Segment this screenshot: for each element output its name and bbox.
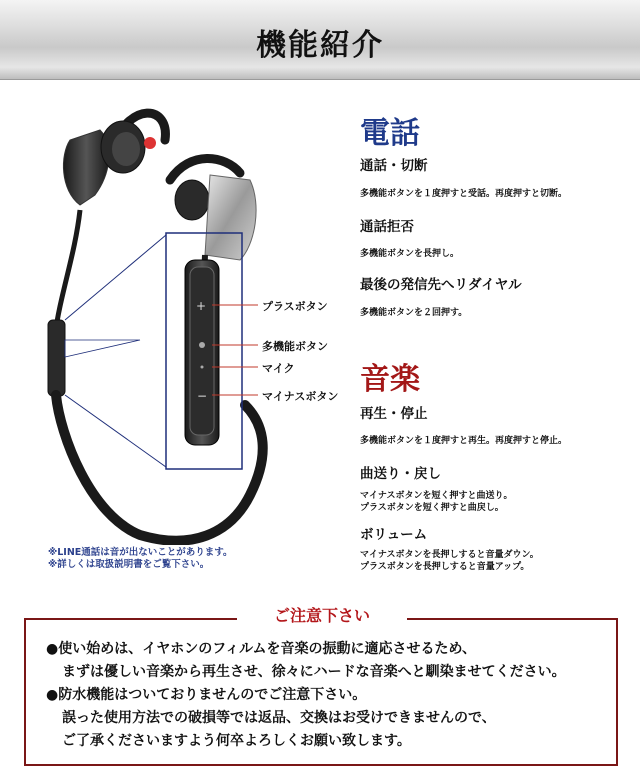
- header-banner: [0, 0, 640, 80]
- caution-title: ご注意下さい: [273, 606, 370, 625]
- phone-item-title: 通話拒否: [360, 219, 414, 235]
- svg-text:−: −: [197, 389, 208, 403]
- music-item-desc: 多機能ボタンを１度押すと再生。再度押すと停止。: [360, 436, 568, 446]
- callout-multi-button: 多機能ボタン: [262, 340, 328, 353]
- caution-line: 誤った使用方法での破損等では返品、交換はお受けできませんので、: [62, 710, 496, 726]
- music-item-desc-line: プラスボタンを長押しすると音量アップ。: [360, 562, 530, 572]
- music-item-desc: [360, 549, 539, 573]
- svg-text:+: +: [196, 299, 207, 313]
- phone-item-title: 最後の発信先へリダイヤル: [360, 277, 522, 293]
- earphones-image: [0, 95, 350, 545]
- music-item-desc-line: マイナスボタンを短く押すと曲送り。: [360, 491, 513, 501]
- caution-line: ●使い始めは、イヤホンのフィルムを音楽の振動に適応させるため、: [46, 641, 476, 657]
- notes: [48, 547, 233, 571]
- note-line: ※LINE通話は音が出ないことがあります。: [48, 547, 233, 558]
- phone-item-desc: 多機能ボタンを２回押す。: [360, 308, 468, 318]
- music-heading: 音楽: [360, 362, 420, 397]
- callout-mic: マイク: [262, 362, 295, 375]
- caution-line: まずは優しい音楽から再生させ、徐々にハードな音楽へと馴染ませてください。: [62, 664, 566, 680]
- caution-line: ●防水機能はついておりませんのでご注意下さい。: [46, 687, 367, 703]
- music-item-title: 曲送り・戻し: [360, 466, 441, 482]
- phone-item-desc: 多機能ボタンを長押し。: [360, 249, 460, 259]
- phone-heading: 電話: [360, 116, 420, 151]
- callout-minus-button: マイナスボタン: [262, 390, 339, 403]
- music-item-title: 再生・停止: [360, 406, 428, 422]
- caution-line: ご了承くださいますよう何卒よろしくお願い致します。: [62, 733, 411, 749]
- music-item-desc-line: マイナスボタンを長押しすると音量ダウン。: [360, 550, 539, 560]
- note-line: ※詳しくは取扱説明書をご覧下さい。: [48, 559, 210, 570]
- page-title: 機能紹介: [256, 28, 384, 63]
- product-illustration: [0, 95, 350, 545]
- music-item-desc-line: プラスボタンを短く押すと曲戻し。: [360, 503, 504, 513]
- music-item-desc: [360, 490, 512, 514]
- phone-item-title: 通話・切断: [360, 158, 428, 174]
- phone-item-desc: 多機能ボタンを１度押すと受話。再度押すと切断。: [360, 189, 568, 199]
- music-item-title: ボリューム: [360, 527, 428, 543]
- caution-title-wrap: [237, 604, 407, 628]
- callout-plus-button: プラスボタン: [262, 300, 328, 313]
